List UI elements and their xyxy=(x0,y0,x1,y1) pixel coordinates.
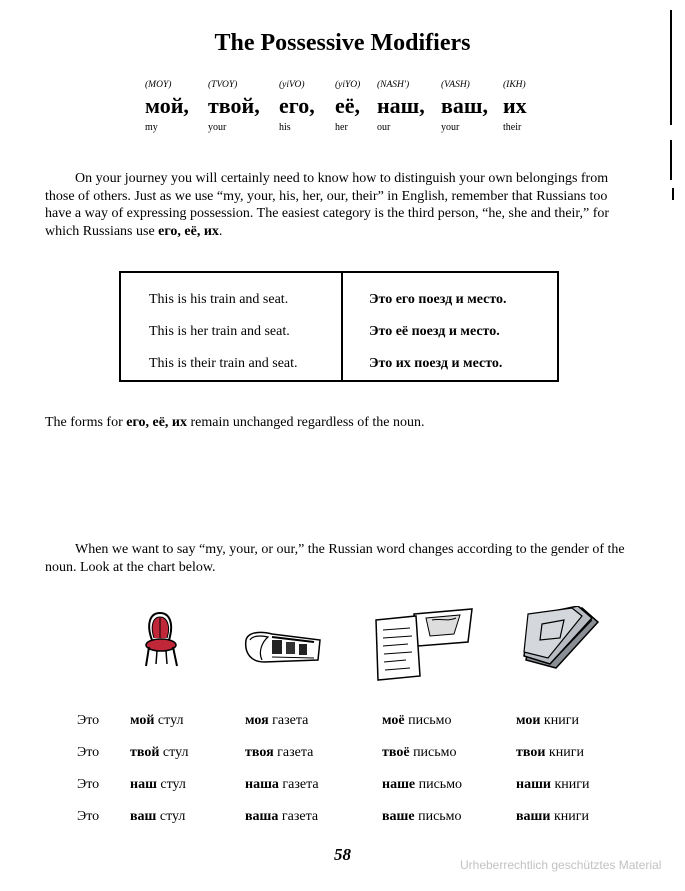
english-sentence: This is their train and seat. xyxy=(149,356,298,371)
scan-edge-line xyxy=(670,10,672,125)
page-title: The Possessive Modifiers xyxy=(214,30,471,56)
russian-sentence: Это его поезд и место. xyxy=(369,292,507,307)
english-sentence: This is his train and seat. xyxy=(149,292,289,307)
chart-cell: твоя газета xyxy=(245,745,314,760)
eto-word: Это xyxy=(77,809,100,824)
scan-edge-line xyxy=(670,140,672,180)
gloss: your xyxy=(441,122,460,133)
gloss: their xyxy=(503,122,522,133)
scan-edge-line xyxy=(672,188,674,200)
possessive-word: её, xyxy=(335,93,361,118)
chart-cell: ваши книги xyxy=(516,809,589,824)
example-table xyxy=(119,271,559,382)
pronunciation: (yiVO) xyxy=(279,80,305,90)
books-icon xyxy=(520,606,600,670)
possessive-word: твой, xyxy=(208,93,260,118)
eto-word: Это xyxy=(77,777,100,792)
pronunciation: (MOY) xyxy=(145,80,172,90)
pronunciation: (TVOY) xyxy=(208,80,238,90)
letter-icon xyxy=(372,606,476,682)
chart-cell: мои книги xyxy=(516,713,579,728)
gender-paragraph: When we want to say “my, your, or our,” the Russian word changes according to the gender of the noun. Look at the chart below. xyxy=(45,542,625,575)
chair-icon xyxy=(140,610,184,668)
gloss: my xyxy=(145,122,158,133)
gloss: our xyxy=(377,122,391,133)
pronunciation: (VASH) xyxy=(441,80,470,90)
chart-cell: твой стул xyxy=(130,745,189,760)
watermark: Urheberrechtlich geschütztes Material xyxy=(460,858,662,872)
intro-paragraph: On your journey you will certainly need to know how to distinguish your own belongings from those of others. Just as we use “my, your, his, her, our, their” in English, remember that Russians too have a way of expressing possession. The easiest category is the third person, “he, she and their,” for which Russians use его, её, их. xyxy=(45,171,610,239)
possessive-word: мой, xyxy=(145,93,189,118)
highlight-words: его, её, их xyxy=(126,415,187,430)
russian-sentence: Это их поезд и место. xyxy=(369,356,503,371)
chart-cell: моё письмо xyxy=(382,713,452,728)
eto-word: Это xyxy=(77,713,100,728)
chart-cell: моя газета xyxy=(245,713,309,728)
possessive-word: ваш, xyxy=(441,93,488,118)
possessive-word: его, xyxy=(279,93,315,118)
highlight-words: его, её, их xyxy=(158,223,219,239)
chart-cell: наше письмо xyxy=(382,777,463,792)
russian-sentence: Это её поезд и место. xyxy=(369,324,500,339)
pronunciation: (IKH) xyxy=(503,80,526,90)
chart-cell: наша газета xyxy=(245,777,319,792)
gloss: your xyxy=(208,122,227,133)
newspaper-icon xyxy=(242,628,324,664)
gloss: his xyxy=(279,122,291,133)
possessive-word: их xyxy=(503,93,527,118)
chart-cell: наши книги xyxy=(516,777,590,792)
gloss: her xyxy=(335,122,348,133)
chart-cell: ваш стул xyxy=(130,809,186,824)
chart-cell: ваше письмо xyxy=(382,809,462,824)
chart-cell: твои книги xyxy=(516,745,584,760)
chart-cell: ваша газета xyxy=(245,809,319,824)
pronunciation: (NASH') xyxy=(377,80,410,90)
english-sentence: This is her train and seat. xyxy=(149,324,290,339)
forms-note: The forms for его, её, их remain unchanged regardless of the noun. xyxy=(45,415,425,430)
chart-cell: мой стул xyxy=(130,713,184,728)
eto-word: Это xyxy=(77,745,100,760)
possessive-word: наш, xyxy=(377,93,425,118)
pronunciation: (yiYO) xyxy=(335,80,361,90)
page-number: 58 xyxy=(334,845,351,864)
chart-cell: наш стул xyxy=(130,777,186,792)
table-divider xyxy=(341,273,343,380)
chart-cell: твоё письмо xyxy=(382,745,457,760)
